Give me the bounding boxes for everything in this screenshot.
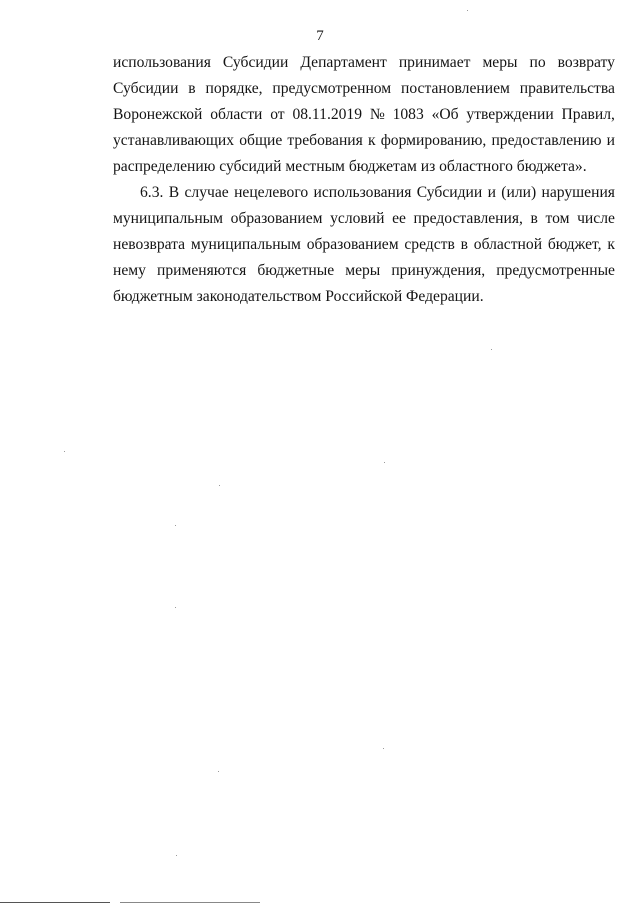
paragraph-line: нему применяются бюджетные меры принуждения, предусмотренные [113,262,615,279]
scan-speck [175,607,176,608]
page-number: 7 [316,28,324,44]
paragraph-line: Субсидии в порядке, предусмотренном постановлением правительства [113,80,615,97]
paragraph-line: муниципальным образованием условий ее предоставления, в том числе [113,210,615,227]
paragraph-line: невозврата муниципальным образованием средств в областной бюджет, к [113,236,615,253]
scan-speck [384,462,385,463]
scan-speck [175,525,176,526]
scan-speck [491,349,492,350]
paragraph-line: распределению субсидий местным бюджетам из областного бюджета». [113,158,587,175]
document-body [113,50,615,310]
paragraph-line: использования Субсидии Департамент принимает меры по возврату [113,54,615,71]
scan-speck [467,10,468,11]
scan-speck [176,855,177,856]
scan-speck [64,451,65,452]
scan-edge-line [0,902,110,903]
paragraph-line: бюджетным законодательством Российской Федерации. [113,288,484,305]
paragraph-line: устанавливающих общие требования к формированию, предоставлению и [113,132,615,149]
paragraph-line: 6.3. В случае нецелевого использования Субсидии и (или) нарушения [140,184,615,201]
scan-speck [218,771,219,772]
paragraph-line: Воронежской области от 08.11.2019 № 1083 «Об утверждении Правил, [113,106,615,123]
scan-speck [219,485,220,486]
scan-edge-line [120,902,260,903]
scan-speck [383,748,384,749]
